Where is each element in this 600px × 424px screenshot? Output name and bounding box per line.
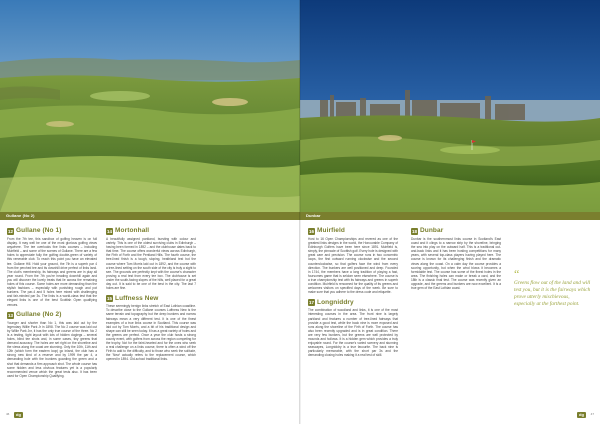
section-body: Dunbar is the southernmost links course in Scotland’s East coast and it clings to a narrow strip by the shoreline, bringing the sea into play on the outward half. This is a traditional out-and-back links and it has been hosting competitions for many years, with several top-class players having played here. The course is known for its challenging finish and the dramatic views along the coast. On a calm day the course provides a scoring opportunity, but when the wind blows it becomes a formidable test. The course has some of the finest holes in the area. The finishing holes can make or break a card, and the 18th is a classic final test. The course was recently given an upgrade, and the greens and bunkers are now excellent. It is a true gem of the East Lothian coast. xyxy=(411,237,501,291)
caption-bar xyxy=(300,212,600,220)
right-column-2 xyxy=(411,228,501,295)
left-column-1 xyxy=(7,228,97,383)
section-number-badge: 15 xyxy=(106,296,112,302)
section-number-badge: 12 xyxy=(7,229,13,234)
left-column-2 xyxy=(106,228,196,367)
quote-mark-icon: “ xyxy=(514,267,520,281)
section-heading xyxy=(308,299,398,306)
dg-logo: dg xyxy=(14,412,23,418)
section-title: Dunbar xyxy=(420,227,444,235)
pull-quote xyxy=(514,267,592,308)
gullane-photo xyxy=(0,0,300,212)
section-number-badge: 13 xyxy=(7,312,13,318)
page-number: 46 xyxy=(6,412,10,416)
section-number-badge: 14 xyxy=(106,229,112,234)
section-body: From the 7th tee, this sandbox of golfing heaven is on full display. It may well be one of the most glorious golfing views anywhere. The tee overlooks five links courses – including Muirfield – and some of the scenes of Gullane. There are a few holes to appreciate fully the golfing double-green of variety of this venerable club. To reach this point you have an elevated tee. Gullane Hill. Hold your ground, the 7th is a superb par 4 from the perched tee and its downhill drive perfect of links land. The club’s membership, its fairways and greens are in play all year round. From the 7th you’re heading downhill again and you will discover the lovely treats that lie across the remaining holes of this course. Some holes are more demanding than the stylish fashions – especially with punishing rough and pot bunkers. The par-4 and 5 holes here mixed with challenging and fair-minded par 3s. The links is a world-class test that the elegant links is one of the best Scottish Open qualifying venues. xyxy=(7,237,97,307)
section-heading xyxy=(411,228,501,235)
page-number: 47 xyxy=(590,412,594,416)
section-heading xyxy=(308,228,398,235)
gullane-landscape-image xyxy=(0,0,300,212)
section-title: Gullane (No 1) xyxy=(16,227,62,235)
section-title: Longniddry xyxy=(317,298,354,306)
section-body: These seemingly benign links stretch of East Lothian coastline. To describe close to the Gullane courses Luffness New is the same terrain and topography but the deep bunkers and narrow fairways mean a very different test. It is one of the finest examples of a true links course in Scotland. This course was laid out by Tom Morris, and a bit of his traditional design and shape can still be seen today. It has a great variety of holes and the greens are perfect. Once a year the club hosts a strong county event, with golfers from across the region competing for the trophy. Not for the faint-hearted and for the ones who seek a real challenge on a links course, there is often a wind off the Firth to add to the difficulty, and to those who seek the solitude, the 'New' actually refers to the replacement course, which opened in 1894. Old-school traditional links. xyxy=(106,304,196,362)
dg-logo: dg xyxy=(577,412,586,418)
section-heading xyxy=(7,312,97,319)
dunbar-landscape-image xyxy=(300,0,600,212)
photo-caption: Gullane (No 2) xyxy=(6,213,35,218)
photo-caption: Dunbar xyxy=(306,213,321,218)
right-column-1 xyxy=(308,228,398,362)
right-page xyxy=(300,0,600,424)
section-number-badge: 17 xyxy=(308,300,314,306)
section-number-badge: 16 xyxy=(308,229,314,234)
caption-bar xyxy=(0,212,300,220)
section-body: Younger and shorter than No 1, this was laid out by the legendary Willie Park Jr in 1898. The No 2 course was laid out by Willie Park Jnr, it has the only true course of the three. No 2 is a testing, tight layout with lots of hidden doglegs – several holes, blind tee shots and, in some cases, tiny greens that demand accuracy. The holes are set right on the shoreline and the views along the coast are stunning. Only the 10th, 11th and 12th (which form the eastern loop) go inland, the club has a strong new kind of a reserve and by 1999 the par 4, a demanding hole with the bunkers guarding the green and a shot that demands a firm approach shot. The whole course has some hidden and less obvious features yet is a popularly recommended venue which the great tests also. It has been used for Open Championship Qualifying. xyxy=(7,320,97,378)
section-body: The combination of woodland and links, it is one of the most interesting courses in the area. The front nine is largely parkland and features a number of tree-lined fairways that provide a good test, while the back nine is more exposed and runs along the shoreline of the Firth of Forth. The course has also been recently upgraded and is in great condition. There are very few bunkers, but the greens are well protected by mounds and hollows. It is a hidden gem which provides a truly enjoyable round. For the course’s varied scenery and stunning seascapes, Longniddry is a true favourite. The back nine is particularly memorable, with the short par 3s and the demanding closing holes making it a real test of skill. xyxy=(308,308,398,358)
pull-quote-text: Greens flow out of the land and will test you, but it is the fairways which prove utterly mischievous, especially at the farthest point. xyxy=(514,280,591,307)
page-gutter xyxy=(299,0,301,424)
section-title: Luffness New xyxy=(115,294,159,302)
section-body: A beautifully assigned parkland, bursting with colour and variety. This is one of the oldest surviving clubs in Edinburgh – having been formed in 1892 – and the clubhouse dates back to that time. The course offers wonderful views across Edinburgh, the Firth of Forth and the Pentland Hills. The fourth course, the tree-lined finish is a tough, sloping, heathland test but the course where Tom Morris laid out in 1892, and the course with a tree-lined setting on the south side of the city is truly a sight to see. The grounds are perfectly kept with the course’s character proving a real test from every tee box. The clubhouse is set under the south-facing slopes of the hills, well placed for a great day out. It is said to be one of the best in the city. The last 7 holes are fine. xyxy=(106,237,197,291)
section-heading xyxy=(106,295,196,302)
section-title: Muirfield xyxy=(317,227,345,235)
section-number-badge: 18 xyxy=(411,229,417,234)
dunbar-photo xyxy=(300,0,600,212)
section-title: Mortonhall xyxy=(115,227,150,235)
section-heading xyxy=(7,228,97,235)
section-body: Host to 16 Open Championships and revered as one of the greatest links designs in the world, the Honourable Company of Edinburgh Golfers have been here since 1891. Muirfield is, simply, the pinnacle of Scottish golf. Every hole is designed with great care and precision. The course runs in two concentric loops, the first outward running clockwise and the second counterclockwise, so that golfers face the wind from every direction. The bunkers are well positioned and deep. Founded in 1744, the members have a long tradition of playing a fast, foursomes game that is seldom seen elsewhere. The course is a true championship test with its fairways and greens in superb condition. Muirfield is renowned for the quality of its greens and welcomes visitors on specified days of the week. Be sure to make sure that you adhere to the dress code and etiquette. xyxy=(308,237,398,295)
section-title: Gullane (No 2) xyxy=(16,311,62,319)
section-heading xyxy=(106,228,196,235)
